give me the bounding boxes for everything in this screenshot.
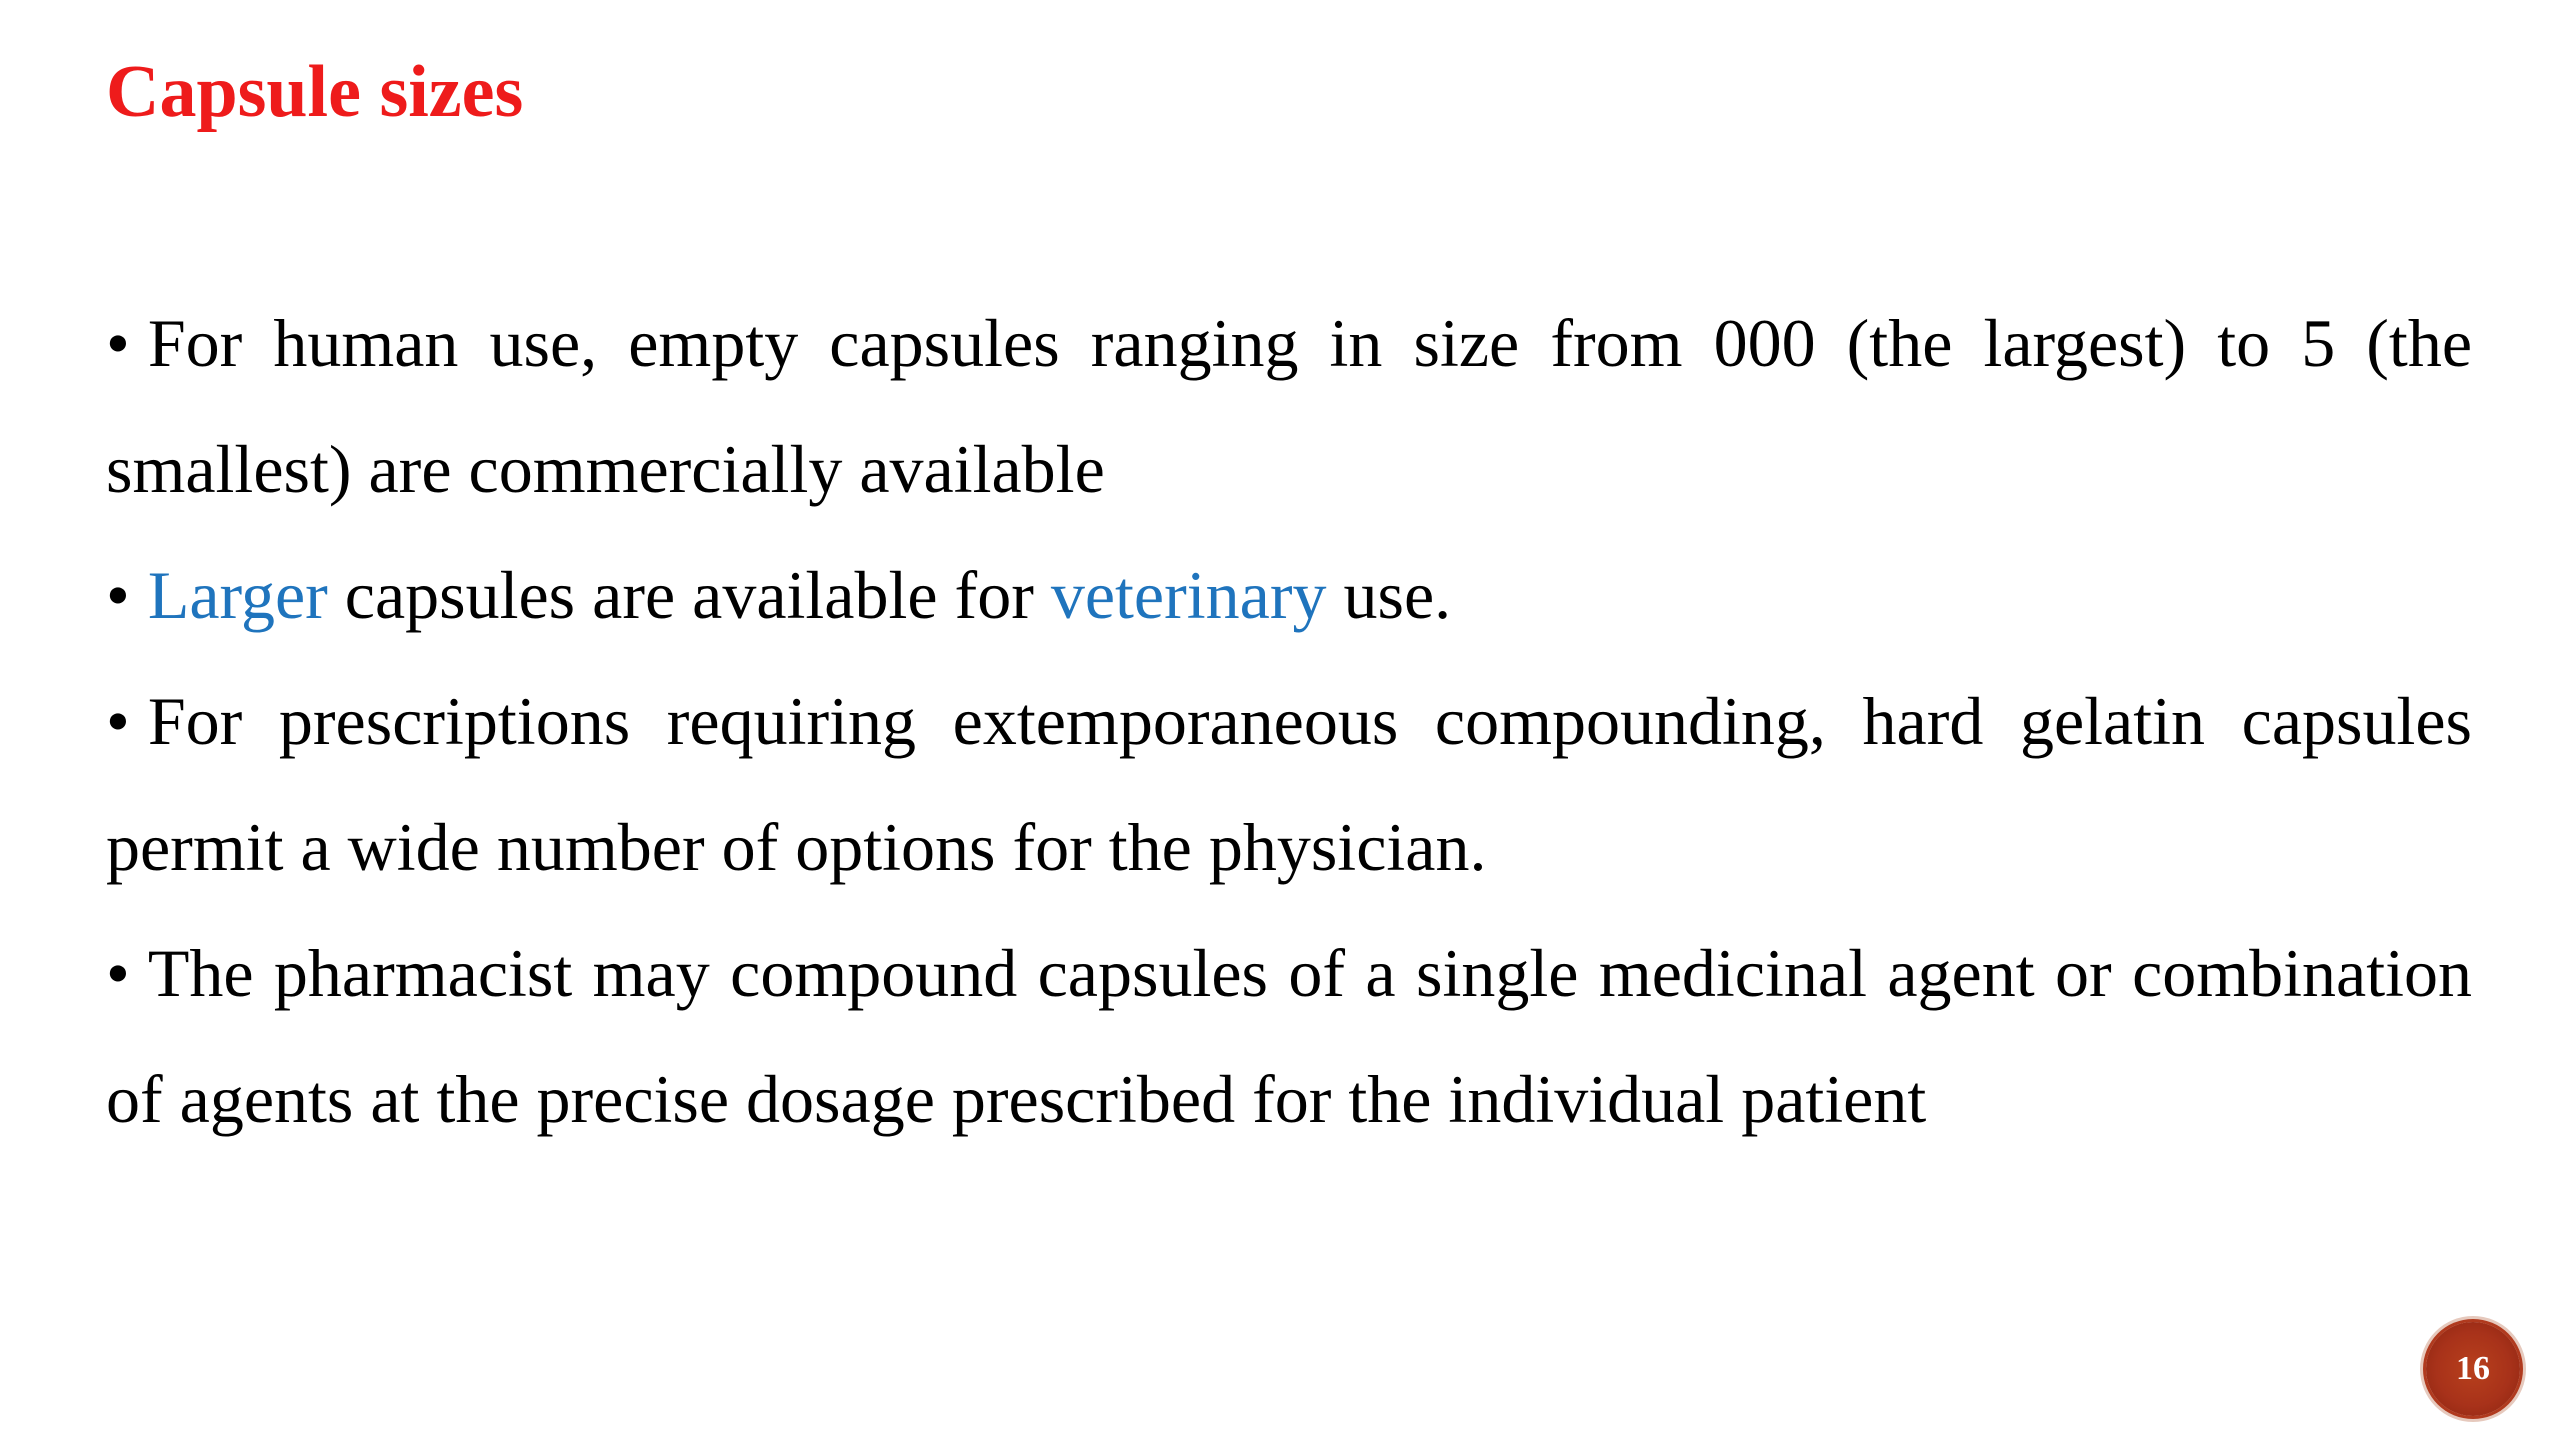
bullet-text: The pharmacist may compound capsules of a single medicinal agent or combination of agents at the precise dosage prescribed for the individual patient [106, 935, 2472, 1137]
highlight-veterinary: veterinary [1050, 557, 1327, 633]
page-number-badge: 16 [2426, 1322, 2520, 1416]
bullet-text: For prescriptions requiring extemporaneous compounding, hard gelatin capsules permit a wide number of options for the physician. [106, 683, 2472, 885]
bullet-item-prescriptions [106, 658, 2472, 910]
bullet-icon: • [106, 683, 130, 759]
bullet-item-human-use [106, 280, 2472, 532]
bullet-icon: • [106, 935, 130, 1011]
slide-content [106, 280, 2472, 1162]
bullet-text: capsules are available for [327, 557, 1051, 633]
bullet-item-larger-capsules [106, 532, 2472, 658]
highlight-larger: Larger [147, 557, 328, 633]
bullet-icon: • [106, 557, 130, 633]
bullet-text: use. [1326, 557, 1452, 633]
slide-title: Capsule sizes [106, 51, 524, 133]
bullet-item-pharmacist [106, 910, 2472, 1162]
bullet-text: For human use, empty capsules ranging in size from 000 (the largest) to 5 (the smallest) are commercially available [106, 305, 2472, 507]
bullet-icon: • [106, 305, 130, 381]
